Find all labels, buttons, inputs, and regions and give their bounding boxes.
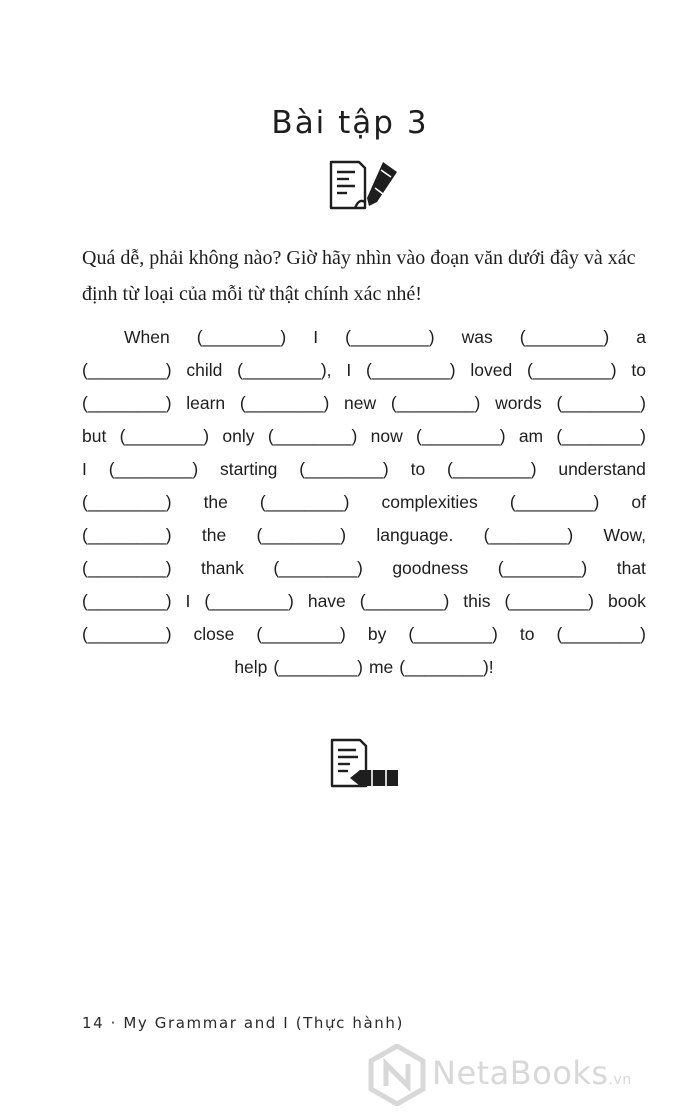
exercise-word: to (631, 359, 646, 380)
exercise-line (82, 392, 646, 414)
blank-slot: (________) (447, 458, 537, 479)
exercise-word: understand (558, 458, 646, 479)
blank-slot: (________), (237, 359, 332, 380)
blank-slot: (________)! (399, 656, 494, 677)
blank-slot: (________) (416, 425, 506, 446)
exercise-line (82, 590, 646, 612)
exercise-word: me (368, 656, 394, 677)
exercise-line (82, 491, 646, 513)
exercise-word: Wow, (603, 524, 646, 545)
exercise-word: complexities (381, 491, 478, 512)
exercise-word: language. (376, 524, 454, 545)
intro-text: Quá dễ, phải không nào? Giờ hãy nhìn vào đoạn văn dưới đây và xác định từ loại của mỗi từ thật chính xác nhé! (82, 247, 636, 305)
blank-slot: (________) (256, 524, 347, 545)
blank-slot: (________) (556, 392, 646, 413)
exercise-line (82, 623, 646, 645)
blank-slot: (________) (273, 557, 363, 578)
blank-slot: (________) (82, 491, 172, 512)
exercise-word: was (461, 326, 493, 347)
exercise-line (82, 359, 646, 381)
blank-slot: (________) (82, 359, 172, 380)
blank-slot: (________) (256, 623, 346, 644)
page-footer: 14 · My Grammar and I (Thực hành) (82, 1014, 404, 1032)
exercise-word: thank (201, 557, 244, 578)
exercise-word: am (518, 425, 544, 446)
exercise-line (82, 458, 646, 480)
exercise-word: the (201, 524, 227, 545)
blank-slot: (________) (82, 557, 172, 578)
exercise-word: that (616, 557, 646, 578)
blank-slot: (________) (366, 359, 456, 380)
exercise-word: I (82, 458, 87, 479)
exercise-word: child (186, 359, 223, 380)
page-title: Bài tập 3 (271, 105, 429, 141)
blank-slot: (________) (509, 491, 600, 512)
blank-slot: (________) (504, 590, 594, 611)
blank-slot: (________) (196, 326, 287, 347)
exercise-word: only (222, 425, 255, 446)
exercise-word: the (203, 491, 228, 512)
exercise-word: I (185, 590, 191, 611)
blank-slot: (________) (119, 425, 210, 446)
blank-slot: (________) (519, 326, 610, 347)
exercise-word: have (307, 590, 346, 611)
exercise-line (82, 524, 646, 546)
blank-slot: (________) (390, 392, 481, 413)
blank-slot: (________) (108, 458, 199, 479)
blank-slot: (________) (82, 590, 172, 611)
document-pencil-icon (328, 736, 402, 792)
blank-slot: (________) (82, 623, 172, 644)
blank-slot: (________) (299, 458, 389, 479)
blank-slot: (________) (345, 326, 435, 347)
blank-slot: (________) (267, 425, 358, 446)
exercise-word: to (519, 623, 535, 644)
exercise-word: When (124, 326, 170, 347)
exercise-word: help (234, 656, 268, 677)
exercise-word: I (346, 359, 352, 380)
exercise-word: this (463, 590, 491, 611)
exercise-word: loved (470, 359, 513, 380)
blank-slot: (________) (483, 524, 574, 545)
watermark (362, 1040, 697, 1110)
blank-slot: (________) (259, 491, 350, 512)
blank-slot: (________) (359, 590, 450, 611)
exercise-word: by (367, 623, 387, 644)
exercise-word: book (607, 590, 646, 611)
exercise-word: words (495, 392, 542, 413)
exercise-word: to (410, 458, 426, 479)
netabooks-logo-icon (366, 1044, 428, 1106)
blank-slot: (________) (82, 392, 172, 413)
blank-slot: (________) (204, 590, 294, 611)
blank-slot: (________) (273, 656, 363, 677)
exercise-line (82, 656, 646, 678)
blank-slot: (________) (527, 359, 617, 380)
blank-slot: (________) (82, 524, 172, 545)
watermark-text: NetaBooks.vn (432, 1054, 632, 1092)
exercise-word: but (82, 425, 107, 446)
exercise-line (82, 557, 646, 579)
exercise-line (82, 326, 646, 348)
document-pencil-icon (325, 158, 403, 214)
exercise-word: of (631, 491, 646, 512)
exercise-word: learn (186, 392, 226, 413)
blank-slot: (________) (497, 557, 588, 578)
exercise-word: new (344, 392, 377, 413)
exercise-word: I (313, 326, 319, 347)
blank-slot: (________) (556, 623, 646, 644)
exercise-line (82, 425, 646, 447)
exercise-word: goodness (392, 557, 469, 578)
blank-slot: (________) (239, 392, 330, 413)
exercise-word: now (370, 425, 403, 446)
exercise-word: a (636, 326, 646, 347)
blank-slot: (________) (556, 425, 646, 446)
exercise-word: starting (220, 458, 278, 479)
blank-slot: (________) (408, 623, 498, 644)
exercise-word: close (193, 623, 235, 644)
